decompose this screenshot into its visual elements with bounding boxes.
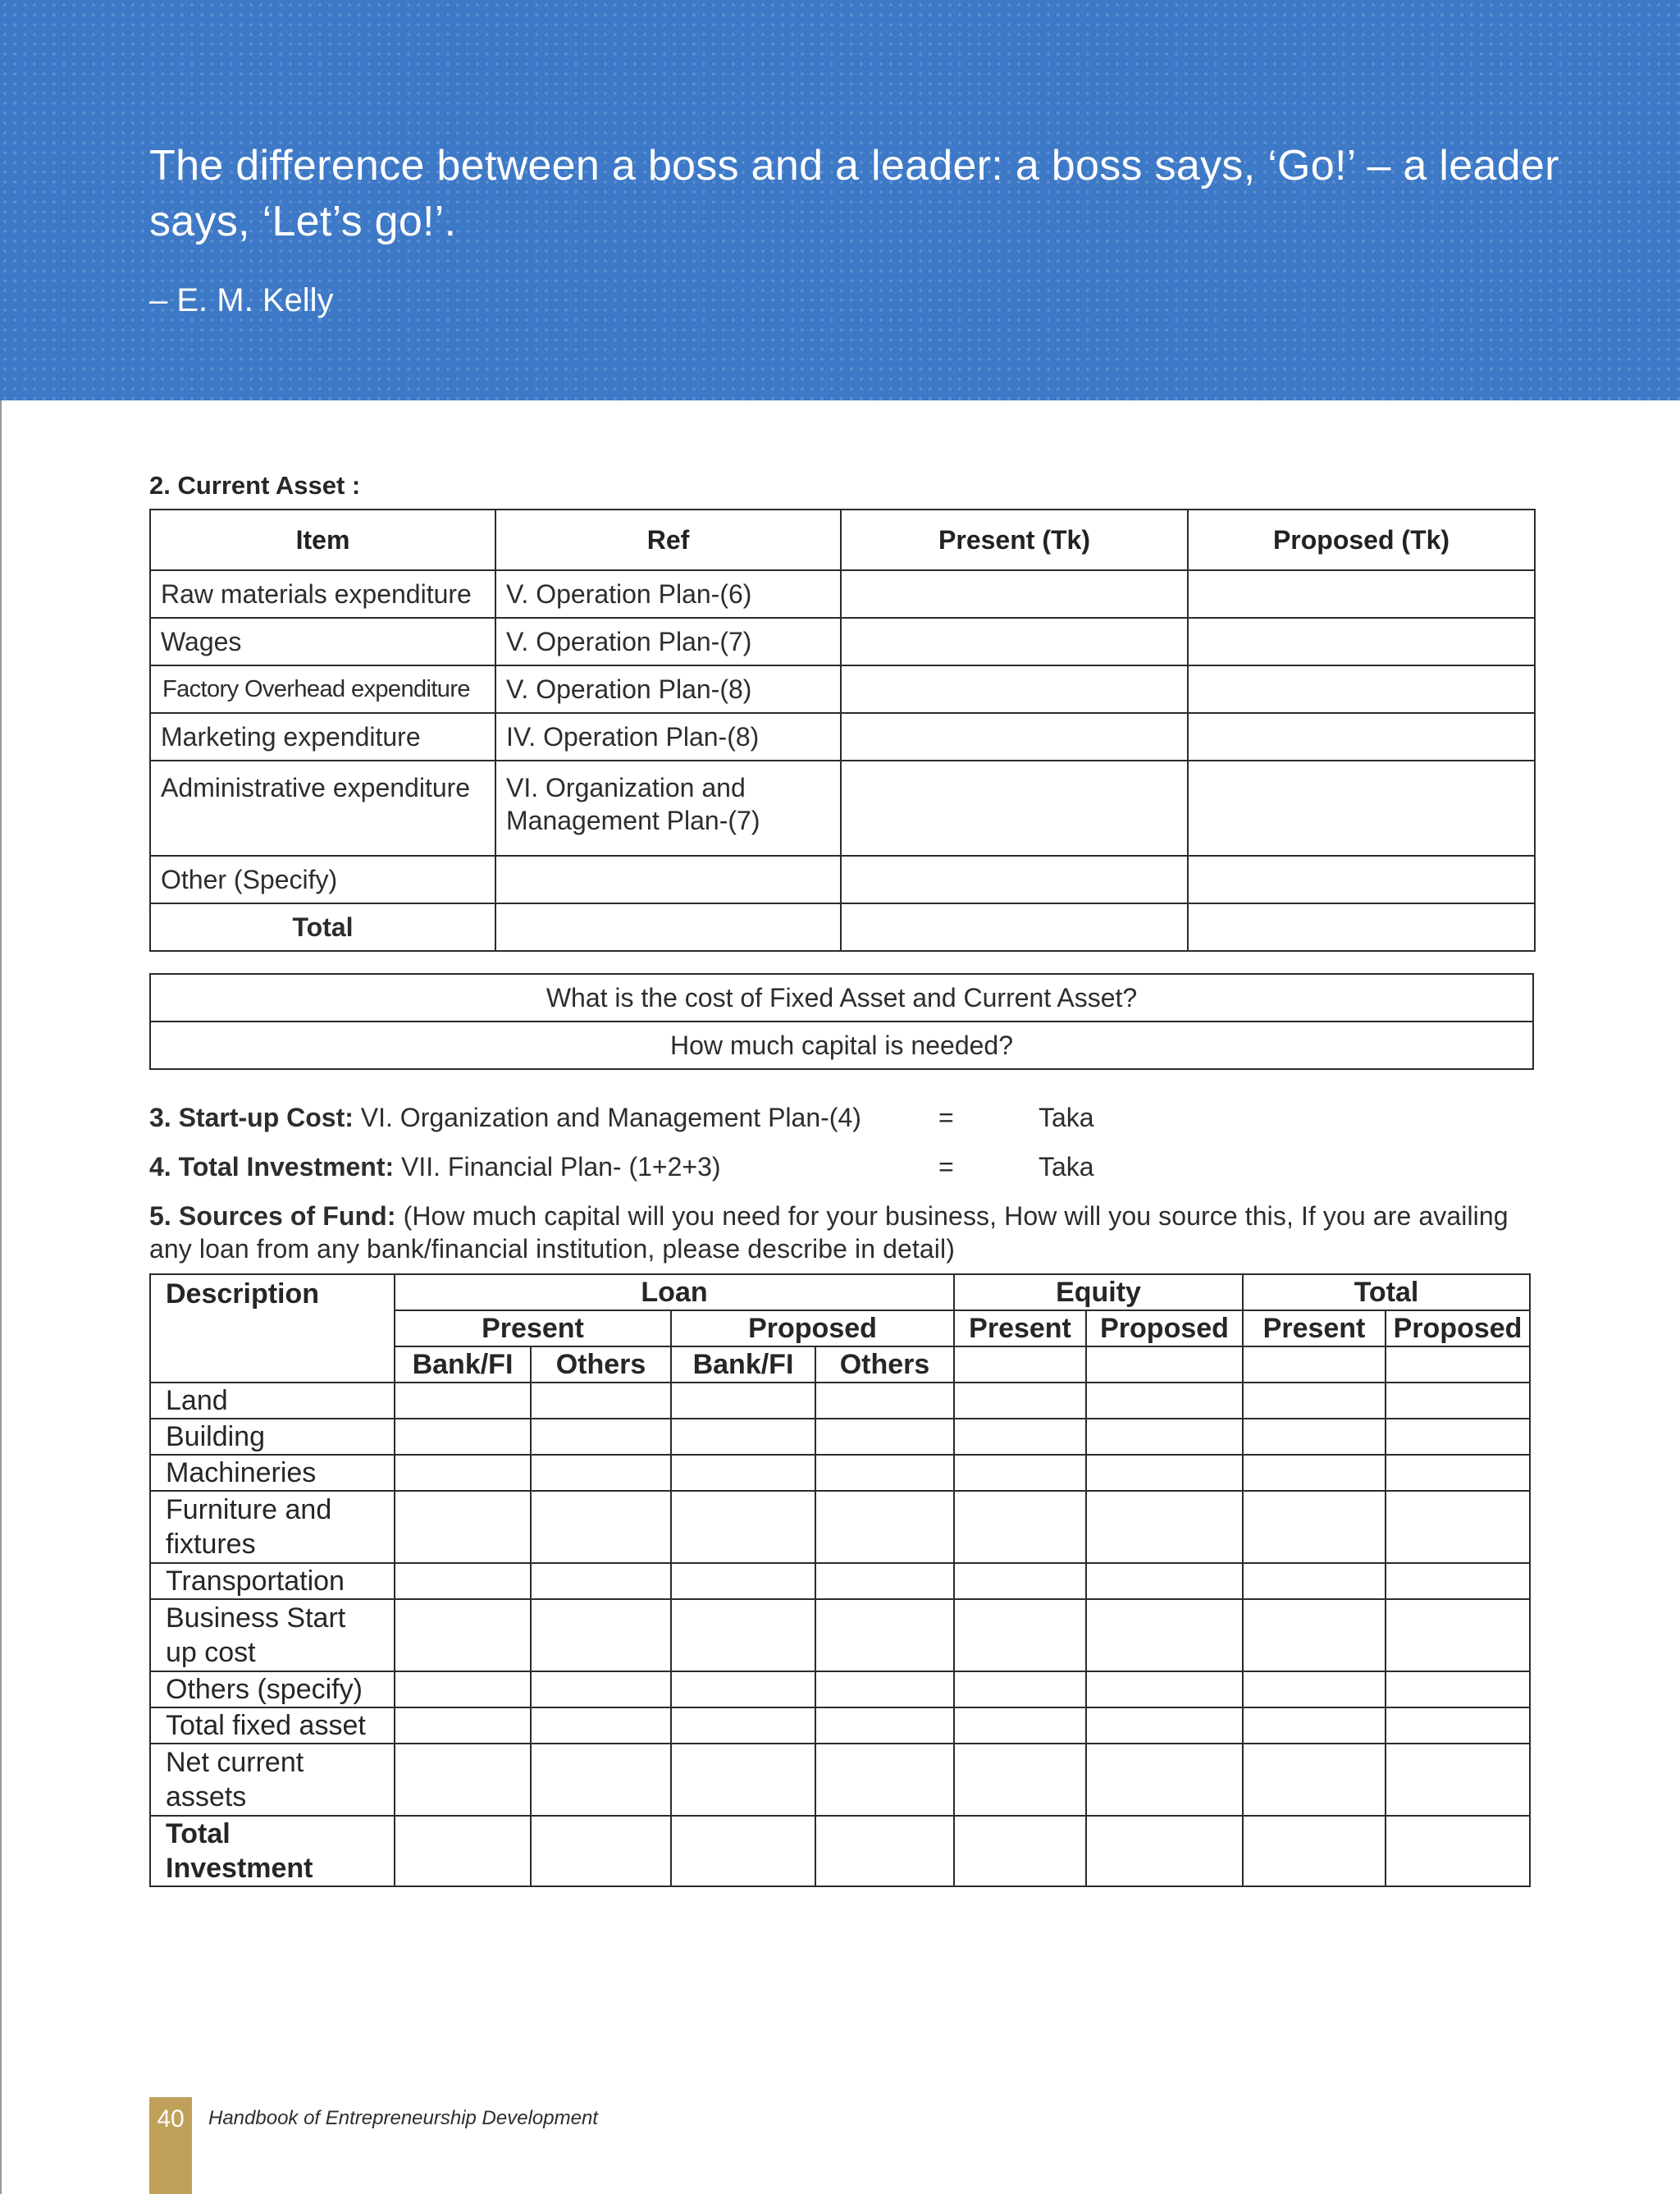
input-cell[interactable] [954, 1599, 1086, 1671]
proposed-input-cell[interactable] [1188, 903, 1535, 951]
ref-line: Management Plan-(7) [506, 806, 760, 835]
input-cell[interactable] [395, 1383, 531, 1419]
input-cell[interactable] [671, 1816, 815, 1886]
input-cell[interactable] [1386, 1383, 1530, 1419]
table-row [150, 1599, 1530, 1671]
input-cell[interactable] [1386, 1455, 1530, 1491]
row-label: Total fixed asset [150, 1707, 395, 1744]
investment-unit: Taka [1039, 1152, 1094, 1182]
input-cell[interactable] [671, 1707, 815, 1744]
table-row [150, 1671, 1530, 1707]
input-cell[interactable] [1243, 1419, 1386, 1455]
question-fixed-current-cost: What is the cost of Fixed Asset and Current Asset? [150, 974, 1533, 1022]
total-present-header: Present [1243, 1310, 1386, 1346]
table-row [150, 1419, 1530, 1455]
row-label: Others (specify) [150, 1671, 395, 1707]
input-cell[interactable] [1086, 1563, 1243, 1599]
total-investment-ref: VII. Financial Plan- (1+2+3) [394, 1152, 721, 1182]
input-cell[interactable] [815, 1383, 954, 1419]
input-cell[interactable] [954, 1707, 1086, 1744]
input-cell[interactable] [1243, 1599, 1386, 1671]
footer-title: Handbook of Entrepreneurship Development [208, 2107, 598, 2129]
col-proposed: Proposed (Tk) [1188, 510, 1535, 570]
present-input-cell[interactable] [841, 856, 1188, 903]
current-asset-heading: 2. Current Asset : [149, 471, 361, 500]
input-cell[interactable] [1086, 1455, 1243, 1491]
equity-header: Equity [954, 1274, 1243, 1310]
input-cell[interactable] [531, 1383, 671, 1419]
input-cell[interactable] [531, 1671, 671, 1707]
proposed-input-cell[interactable] [1188, 761, 1535, 856]
input-cell[interactable] [1386, 1816, 1530, 1886]
input-cell[interactable] [671, 1671, 815, 1707]
row-label: Net current assets [150, 1744, 395, 1816]
table-row [150, 618, 1535, 665]
empty-header-cell [1243, 1346, 1386, 1383]
input-cell[interactable] [1243, 1816, 1386, 1886]
loan-present-others-header: Others [531, 1346, 671, 1383]
table-row [150, 1455, 1530, 1491]
input-cell[interactable] [1386, 1707, 1530, 1744]
input-cell[interactable] [815, 1744, 954, 1816]
input-cell[interactable] [815, 1707, 954, 1744]
input-cell[interactable] [395, 1671, 531, 1707]
input-cell[interactable] [1243, 1744, 1386, 1816]
ref-cell: IV. Operation Plan-(8) [495, 713, 841, 761]
ref-line: VI. Organization and [506, 773, 746, 802]
input-cell[interactable] [954, 1491, 1086, 1563]
present-input-cell[interactable] [841, 618, 1188, 665]
row-label: Land [150, 1383, 395, 1419]
table-row [150, 1383, 1530, 1419]
total-row [150, 903, 1535, 951]
input-cell[interactable] [531, 1455, 671, 1491]
ref-cell [495, 761, 841, 856]
loan-present-bank-header: Bank/FI [395, 1346, 531, 1383]
startup-cost-label: 3. Start-up Cost: [149, 1103, 354, 1132]
input-cell[interactable] [1386, 1563, 1530, 1599]
input-cell[interactable] [815, 1599, 954, 1671]
input-cell[interactable] [395, 1563, 531, 1599]
input-cell[interactable] [1386, 1744, 1530, 1816]
startup-cost-ref: VI. Organization and Management Plan-(4) [353, 1103, 861, 1132]
item-cell: Other (Specify) [150, 856, 495, 903]
page-number-box [149, 2097, 192, 2194]
row-label: Building [150, 1419, 395, 1455]
ref-input-cell[interactable] [495, 903, 841, 951]
sources-of-fund-text [149, 1200, 1536, 1265]
table-row [150, 1707, 1530, 1744]
input-cell[interactable] [954, 1419, 1086, 1455]
input-cell[interactable] [1243, 1491, 1386, 1563]
input-cell[interactable] [395, 1419, 531, 1455]
total-label: Total [150, 903, 495, 951]
input-cell[interactable] [954, 1563, 1086, 1599]
total-investment-row [150, 1816, 1530, 1886]
ref-input-cell[interactable] [495, 856, 841, 903]
investment-equals: = [938, 1152, 954, 1182]
row-label: Transportation [150, 1563, 395, 1599]
input-cell[interactable] [531, 1744, 671, 1816]
input-cell[interactable] [815, 1671, 954, 1707]
input-cell[interactable] [1386, 1599, 1530, 1671]
row-label: Total Investment [150, 1816, 395, 1886]
empty-header-cell [1086, 1346, 1243, 1383]
input-cell[interactable] [815, 1455, 954, 1491]
equity-present-header: Present [954, 1310, 1086, 1346]
input-cell[interactable] [1086, 1671, 1243, 1707]
input-cell[interactable] [954, 1671, 1086, 1707]
startup-unit: Taka [1039, 1103, 1094, 1132]
total-header: Total [1243, 1274, 1530, 1310]
input-cell[interactable] [671, 1455, 815, 1491]
ref-cell: V. Operation Plan-(6) [495, 570, 841, 618]
total-investment-line [149, 1150, 721, 1183]
input-cell[interactable] [531, 1599, 671, 1671]
input-cell[interactable] [1386, 1419, 1530, 1455]
loan-proposed-header: Proposed [671, 1310, 954, 1346]
table-row [150, 665, 1535, 713]
input-cell[interactable] [1086, 1599, 1243, 1671]
total-investment-label: 4. Total Investment: [149, 1152, 395, 1182]
input-cell[interactable] [1243, 1563, 1386, 1599]
loan-proposed-others-header: Others [815, 1346, 954, 1383]
input-cell[interactable] [954, 1455, 1086, 1491]
ref-cell: V. Operation Plan-(7) [495, 618, 841, 665]
input-cell[interactable] [395, 1455, 531, 1491]
loan-present-header: Present [395, 1310, 671, 1346]
input-cell[interactable] [1386, 1671, 1530, 1707]
input-cell[interactable] [395, 1816, 531, 1886]
input-cell[interactable] [671, 1419, 815, 1455]
input-cell[interactable] [1243, 1455, 1386, 1491]
sources-description: (How much capital will you need for your business, How will you source this, If you are availing any loan from any bank/financial institution, please describe in detail) [149, 1201, 1509, 1264]
empty-header-cell [954, 1346, 1086, 1383]
input-cell[interactable] [1243, 1383, 1386, 1419]
question-capital-needed: How much capital is needed? [150, 1022, 1533, 1069]
startup-equals: = [938, 1103, 954, 1132]
present-input-cell[interactable] [841, 761, 1188, 856]
table-row [150, 1744, 1530, 1816]
input-cell[interactable] [671, 1599, 815, 1671]
input-cell[interactable] [671, 1744, 815, 1816]
row-label: Business Start up cost [150, 1599, 395, 1671]
empty-header-cell [1386, 1346, 1530, 1383]
present-input-cell[interactable] [841, 570, 1188, 618]
input-cell[interactable] [395, 1599, 531, 1671]
total-proposed-header: Proposed [1386, 1310, 1530, 1346]
item-cell: Marketing expenditure [150, 713, 495, 761]
input-cell[interactable] [1086, 1491, 1243, 1563]
questions-table [149, 973, 1534, 1070]
table-row [150, 761, 1535, 856]
input-cell[interactable] [395, 1491, 531, 1563]
table-row [150, 570, 1535, 618]
equity-proposed-header: Proposed [1086, 1310, 1243, 1346]
item-cell: Administrative expenditure [150, 761, 495, 856]
input-cell[interactable] [1086, 1816, 1243, 1886]
input-cell[interactable] [1086, 1744, 1243, 1816]
item-cell: Raw materials expenditure [150, 570, 495, 618]
input-cell[interactable] [395, 1744, 531, 1816]
input-cell[interactable] [815, 1419, 954, 1455]
input-cell[interactable] [531, 1707, 671, 1744]
row-label: Machineries [150, 1455, 395, 1491]
input-cell[interactable] [531, 1491, 671, 1563]
col-ref: Ref [495, 510, 841, 570]
quote-banner [0, 0, 1680, 400]
sources-of-fund-table [149, 1273, 1531, 1887]
input-cell[interactable] [531, 1816, 671, 1886]
table-row [150, 713, 1535, 761]
input-cell[interactable] [671, 1383, 815, 1419]
sources-label: 5. Sources of Fund: [149, 1201, 396, 1231]
item-cell: Factory Overhead expenditure [150, 665, 495, 713]
input-cell[interactable] [1243, 1707, 1386, 1744]
quote-author: – E. M. Kelly [149, 282, 334, 318]
proposed-input-cell[interactable] [1188, 570, 1535, 618]
input-cell[interactable] [671, 1491, 815, 1563]
page-number: 40 [157, 2105, 185, 2132]
input-cell[interactable] [1086, 1419, 1243, 1455]
proposed-input-cell[interactable] [1188, 856, 1535, 903]
present-input-cell[interactable] [841, 713, 1188, 761]
table-row [150, 1563, 1530, 1599]
input-cell[interactable] [954, 1744, 1086, 1816]
col-present: Present (Tk) [841, 510, 1188, 570]
input-cell[interactable] [531, 1419, 671, 1455]
present-input-cell[interactable] [841, 903, 1188, 951]
startup-cost-line [149, 1101, 861, 1134]
input-cell[interactable] [1243, 1671, 1386, 1707]
ref-cell: V. Operation Plan-(8) [495, 665, 841, 713]
quote-text: The difference between a boss and a leader: a boss says, ‘Go!’ – a leader says, ‘Let’s go!’. [149, 142, 1559, 245]
input-cell[interactable] [531, 1563, 671, 1599]
input-cell[interactable] [1086, 1707, 1243, 1744]
input-cell[interactable] [815, 1816, 954, 1886]
loan-header: Loan [395, 1274, 954, 1310]
present-input-cell[interactable] [841, 665, 1188, 713]
item-cell: Wages [150, 618, 495, 665]
proposed-input-cell[interactable] [1188, 713, 1535, 761]
input-cell[interactable] [395, 1707, 531, 1744]
input-cell[interactable] [671, 1563, 815, 1599]
description-header: Description [150, 1274, 395, 1383]
proposed-input-cell[interactable] [1188, 618, 1535, 665]
current-asset-table [149, 509, 1536, 952]
input-cell[interactable] [815, 1563, 954, 1599]
row-label: Furniture and fixtures [150, 1491, 395, 1563]
input-cell[interactable] [1086, 1383, 1243, 1419]
input-cell[interactable] [1386, 1491, 1530, 1563]
table-row [150, 856, 1535, 903]
input-cell[interactable] [954, 1816, 1086, 1886]
loan-proposed-bank-header: Bank/FI [671, 1346, 815, 1383]
input-cell[interactable] [815, 1491, 954, 1563]
col-item: Item [150, 510, 495, 570]
table-row [150, 1491, 1530, 1563]
proposed-input-cell[interactable] [1188, 665, 1535, 713]
input-cell[interactable] [954, 1383, 1086, 1419]
